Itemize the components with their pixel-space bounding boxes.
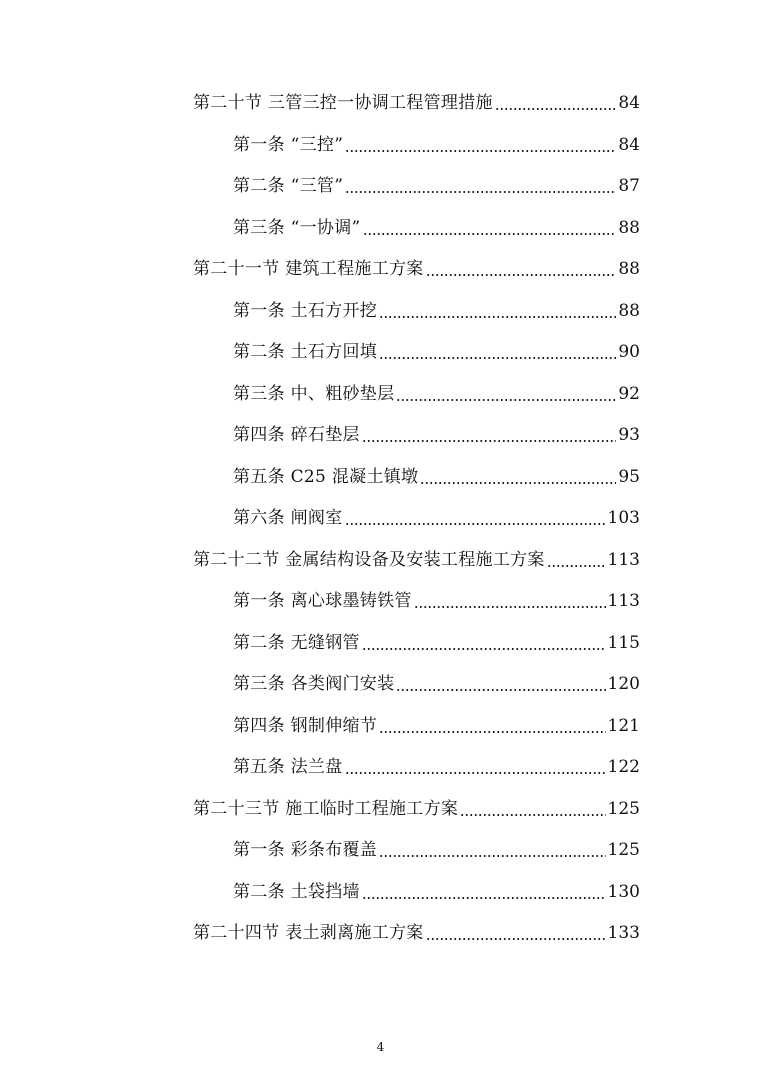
toc-entry[interactable]: [233, 213, 640, 239]
dot-leader: [396, 689, 605, 691]
toc-entry-page: 133: [607, 923, 640, 943]
toc-entry-title: 第一条 彩条布覆盖: [233, 840, 378, 860]
toc-entry-title: 第二条 土石方回填: [233, 342, 378, 362]
toc-entry[interactable]: [233, 628, 640, 654]
toc-entry-page: 120: [607, 674, 640, 694]
toc-entry[interactable]: [233, 379, 640, 405]
dot-leader: [547, 565, 606, 567]
toc-entry-page: 88: [618, 259, 640, 279]
toc-entry-page: 121: [607, 715, 640, 736]
dot-leader: [345, 523, 606, 525]
toc-entry-page: 113: [607, 591, 640, 611]
toc-entry-page: 92: [618, 383, 640, 404]
toc-entry-title: 第二十节 三管三控一协调工程管理措施: [193, 93, 493, 113]
toc-entry-page: 87: [618, 176, 640, 196]
toc-entry[interactable]: [233, 171, 640, 197]
dot-leader: [363, 233, 617, 235]
toc-entry-page: 130: [607, 881, 640, 902]
toc-entry[interactable]: [233, 711, 640, 737]
toc-entry[interactable]: [233, 462, 640, 488]
toc-entry-title: 第二十一节 建筑工程施工方案: [193, 259, 424, 279]
dot-leader: [426, 274, 617, 276]
toc-entry-title: 第六条 闸阀室: [233, 508, 343, 528]
toc-entry-page: 88: [618, 300, 640, 321]
toc-entry[interactable]: [193, 918, 640, 944]
dot-leader: [396, 399, 616, 401]
toc-entry-title: 第二十三节 施工临时工程施工方案: [193, 798, 459, 819]
dot-leader: [362, 648, 606, 650]
toc-entry-page: 88: [618, 217, 640, 238]
dot-leader: [362, 440, 617, 442]
toc-entry-title: 第一条 离心球墨铸铁管: [233, 591, 412, 611]
toc-entry[interactable]: [233, 877, 640, 903]
toc-entry-title: 第三条 各类阀门安装: [233, 674, 395, 694]
toc-entry[interactable]: [193, 88, 640, 114]
toc-entry[interactable]: [193, 794, 640, 820]
toc-entry-page: 103: [607, 508, 640, 528]
toc-entry-title: 第四条 碎石垫层: [233, 425, 360, 445]
toc-entry-page: 113: [607, 549, 640, 570]
dot-leader: [379, 357, 616, 359]
dot-leader: [362, 897, 606, 899]
toc-entry[interactable]: [233, 296, 640, 322]
toc-entry-title: 第三条 中、粗砂垫层: [233, 383, 395, 404]
toc-entry-title: 第五条 C25 混凝土镇墩: [233, 466, 419, 487]
toc-entry-title: 第三条 “一协调”: [233, 217, 361, 238]
dot-leader: [345, 191, 616, 193]
toc-entry[interactable]: [233, 752, 640, 778]
dot-leader: [495, 108, 617, 110]
toc-entry-title: 第二十四节 表土剥离施工方案: [193, 923, 424, 943]
toc-entry[interactable]: [193, 545, 640, 571]
toc-entry-page: 93: [618, 425, 640, 445]
dot-leader: [426, 938, 606, 940]
toc-entry[interactable]: [233, 420, 640, 446]
toc-entry-title: 第二条 “三管”: [233, 176, 344, 196]
page-number: 4: [376, 1040, 385, 1054]
toc-entry-page: 95: [618, 466, 640, 487]
toc-entry-page: 122: [607, 757, 640, 777]
toc-entry-title: 第五条 法兰盘: [233, 757, 343, 777]
toc-entry[interactable]: [233, 130, 640, 156]
dot-leader: [345, 150, 616, 152]
toc-entry[interactable]: [193, 254, 640, 280]
toc-entry-page: 90: [618, 342, 640, 362]
dot-leader: [420, 482, 616, 484]
toc-entry[interactable]: [233, 835, 640, 861]
dot-leader: [414, 606, 606, 608]
toc-entry-title: 第二条 无缝钢管: [233, 632, 360, 653]
toc-entry[interactable]: [233, 503, 640, 529]
toc-entry[interactable]: [233, 586, 640, 612]
toc-entry-page: 125: [607, 840, 640, 860]
dot-leader: [379, 316, 616, 318]
toc-entry-title: 第一条 “三控”: [233, 134, 344, 155]
toc-entry-page: 115: [607, 632, 640, 653]
toc-entry-title: 第一条 土石方开挖: [233, 300, 378, 321]
toc-entry[interactable]: [233, 337, 640, 363]
toc-entry-title: 第四条 钢制伸缩节: [233, 715, 378, 736]
dot-leader: [379, 731, 605, 733]
dot-leader: [379, 855, 605, 857]
dot-leader: [460, 814, 605, 816]
toc-entry[interactable]: [233, 669, 640, 695]
dot-leader: [345, 772, 606, 774]
toc-entry-page: 84: [618, 134, 640, 155]
toc-entry-title: 第二十二节 金属结构设备及安装工程施工方案: [193, 549, 545, 570]
toc-entry-page: 84: [618, 93, 640, 113]
toc-entry-title: 第二条 土袋挡墙: [233, 881, 360, 902]
toc-entry-page: 125: [607, 798, 640, 819]
